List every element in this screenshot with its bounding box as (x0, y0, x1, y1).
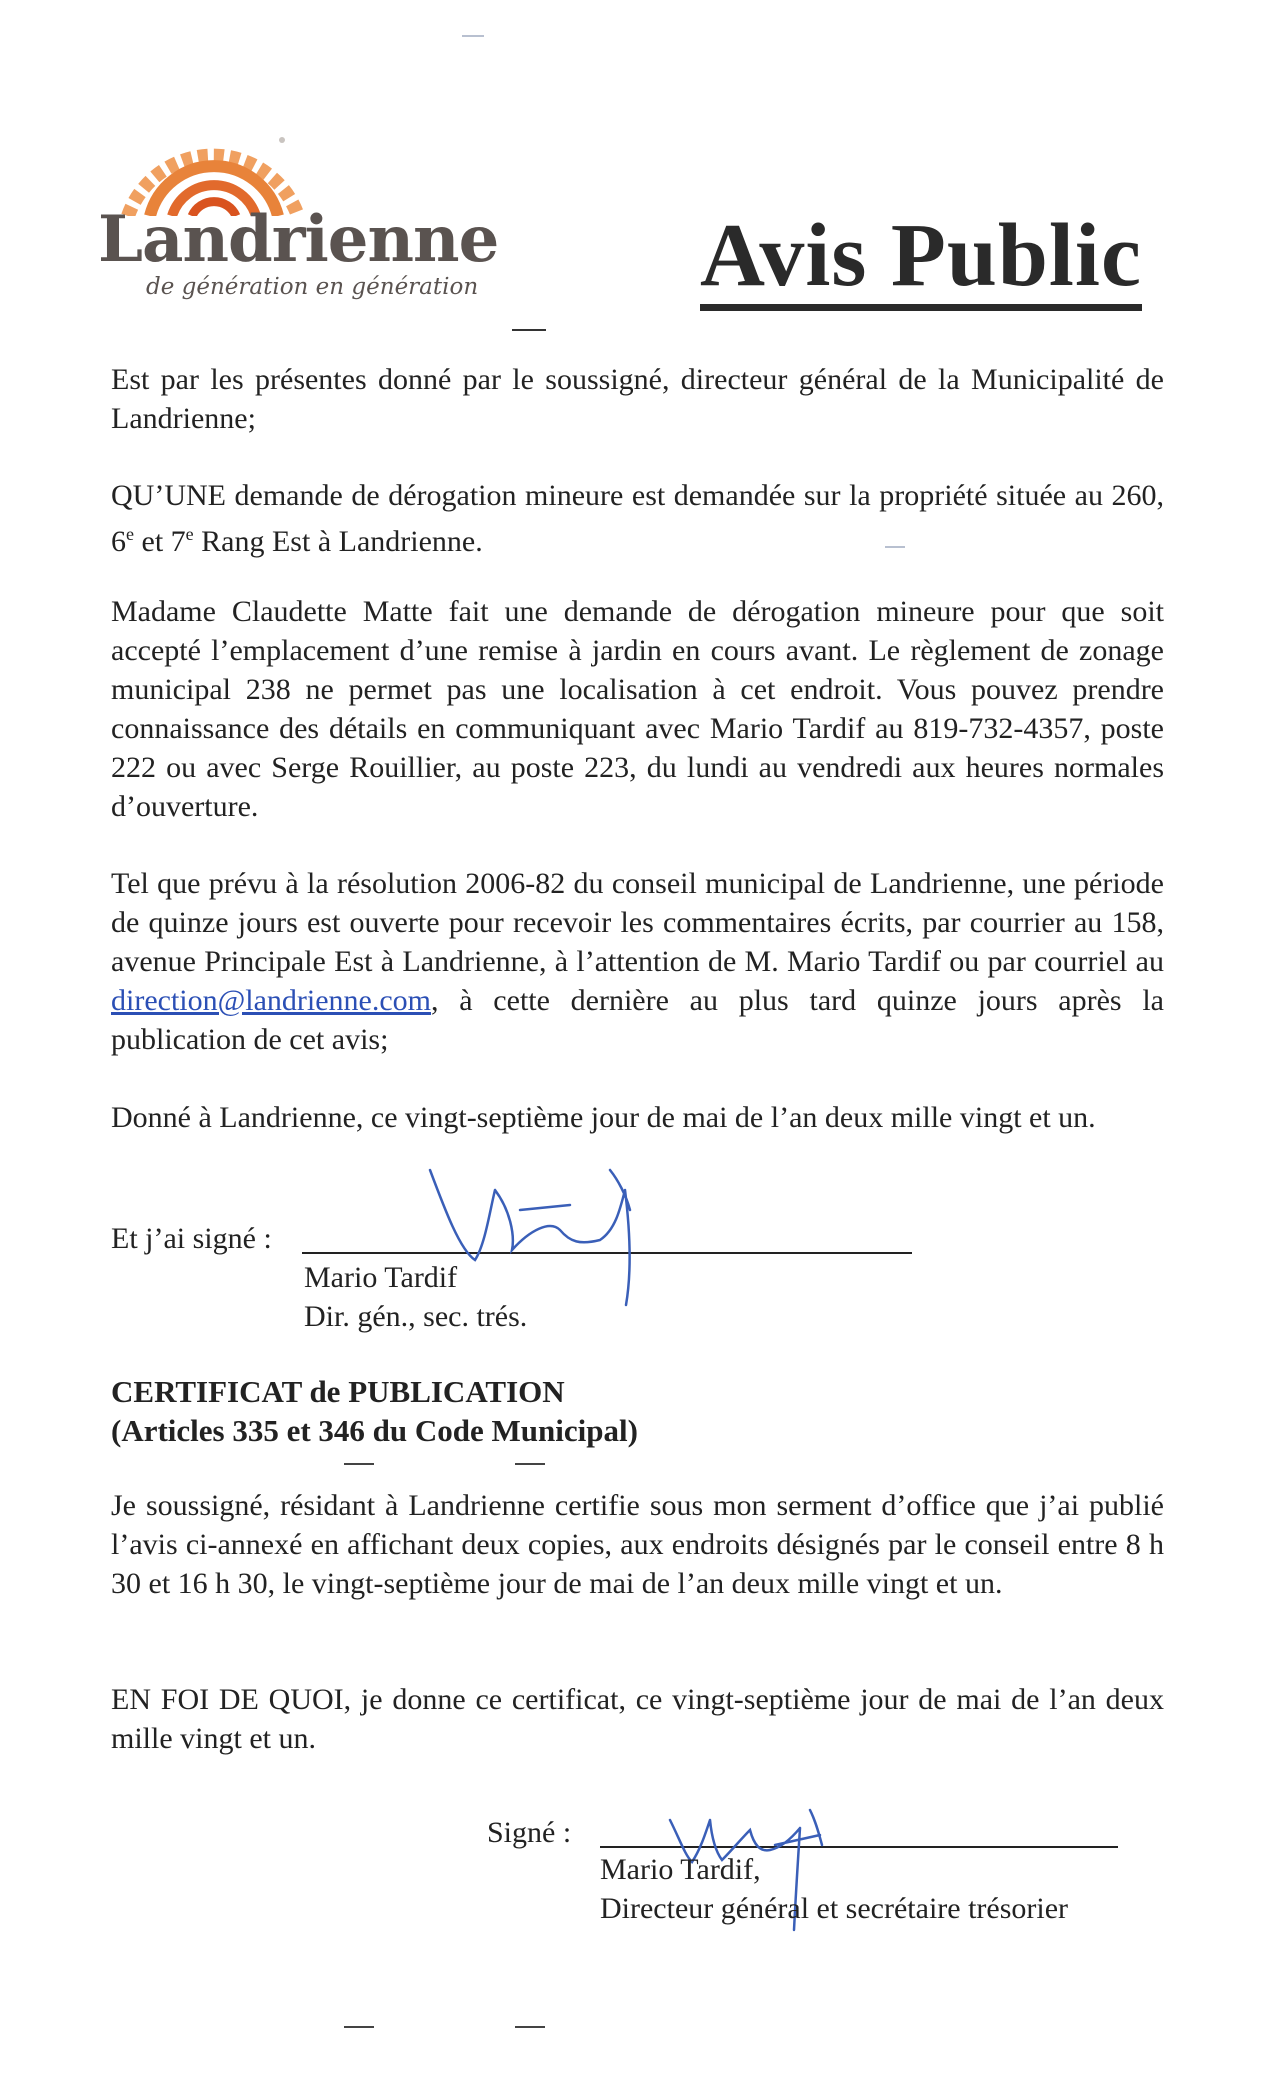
foi-paragraph: EN FOI DE QUOI, je donne ce certificat, ce vingt-septième jour de mai de l’an deux mille vingt et un. (111, 1683, 1164, 1755)
municipality-logo (98, 124, 498, 314)
resolution-text-pre: Tel que prévu à la résolution 2006-82 du conseil municipal de Landrienne, une période de quinze jours est ouverte pour recevoir les commentaires écrits, par courrier au 158, avenue Principale Est à Landrienne, à l’attention de M. Mario Tardif ou par courriel au (111, 867, 1164, 978)
certificate-body: Je soussigné, résidant à Landrienne certifie sous mon serment d’office que j’ai publié l’avis ci-annexé en affichant deux copies, aux endroits désignés par le conseil entre 8 h 30 et 16 h 30, le vingt-septième jour de mai de l’an deux mille vingt et un. (111, 1489, 1164, 1600)
resolution-paragraph (111, 864, 1164, 1059)
demande-text-pre: QU’UNE demande de dérogation mineure est demandée sur la propriété située au 260, 6 (111, 479, 1164, 558)
logo-name: Landrienne (98, 202, 499, 277)
page-title: Avis Public (700, 208, 1142, 311)
scan-mark (512, 329, 546, 331)
email-link[interactable]: direction@landrienne.com (111, 984, 432, 1017)
demande-text-post: Rang Est à Landrienne. (193, 525, 483, 558)
superscript: e (185, 524, 194, 544)
superscript: e (126, 524, 134, 544)
signature-label: Et j’ai signé : (111, 1222, 272, 1255)
scan-mark (515, 1463, 545, 1465)
signatory-role: Directeur général et secrétaire trésorier (600, 1892, 1069, 1925)
donne-paragraph: Donné à Landrienne, ce vingt-septième jour de mai de l’an deux mille vingt et un. (111, 1101, 1096, 1134)
scan-mark (515, 2026, 545, 2028)
details-paragraph: Madame Claudette Matte fait une demande de dérogation mineure pour que soit accepté l’emplacement d’une remise à jardin en cours avant. Le règlement de zonage municipal 238 ne permet pas une localisation à cet endroit. Vous pouvez prendre connaissance des détails en communiquant avec Mario Tardif au 819-732-4357, poste 222 ou avec Serge Rouillier, au poste 223, du lundi au vendredi aux heures normales d’ouverture. (111, 595, 1164, 823)
resolution-text-post: , à cette dernière au plus tard quinze jours après la publication de cet avis; (111, 984, 1164, 1056)
certificate-subheading: (Articles 335 et 346 du Code Municipal) (111, 1413, 638, 1448)
certificate-heading: CERTIFICAT de PUBLICATION (111, 1374, 565, 1409)
intro-paragraph: Est par les présentes donné par le soussigné, directeur général de la Municipalité de Landrienne; (111, 363, 1164, 435)
demande-text-mid: et 7 (134, 525, 186, 558)
signature-label: Signé : (487, 1816, 572, 1849)
scan-mark (344, 2026, 374, 2028)
signatory-name: Mario Tardif (304, 1261, 458, 1294)
logo-tagline: de génération en génération (146, 274, 479, 300)
scan-mark (462, 35, 484, 37)
scan-mark (344, 1463, 374, 1465)
signatory-name: Mario Tardif, (600, 1853, 761, 1886)
demande-paragraph (111, 476, 1164, 561)
signatory-role: Dir. gén., sec. trés. (304, 1300, 528, 1333)
